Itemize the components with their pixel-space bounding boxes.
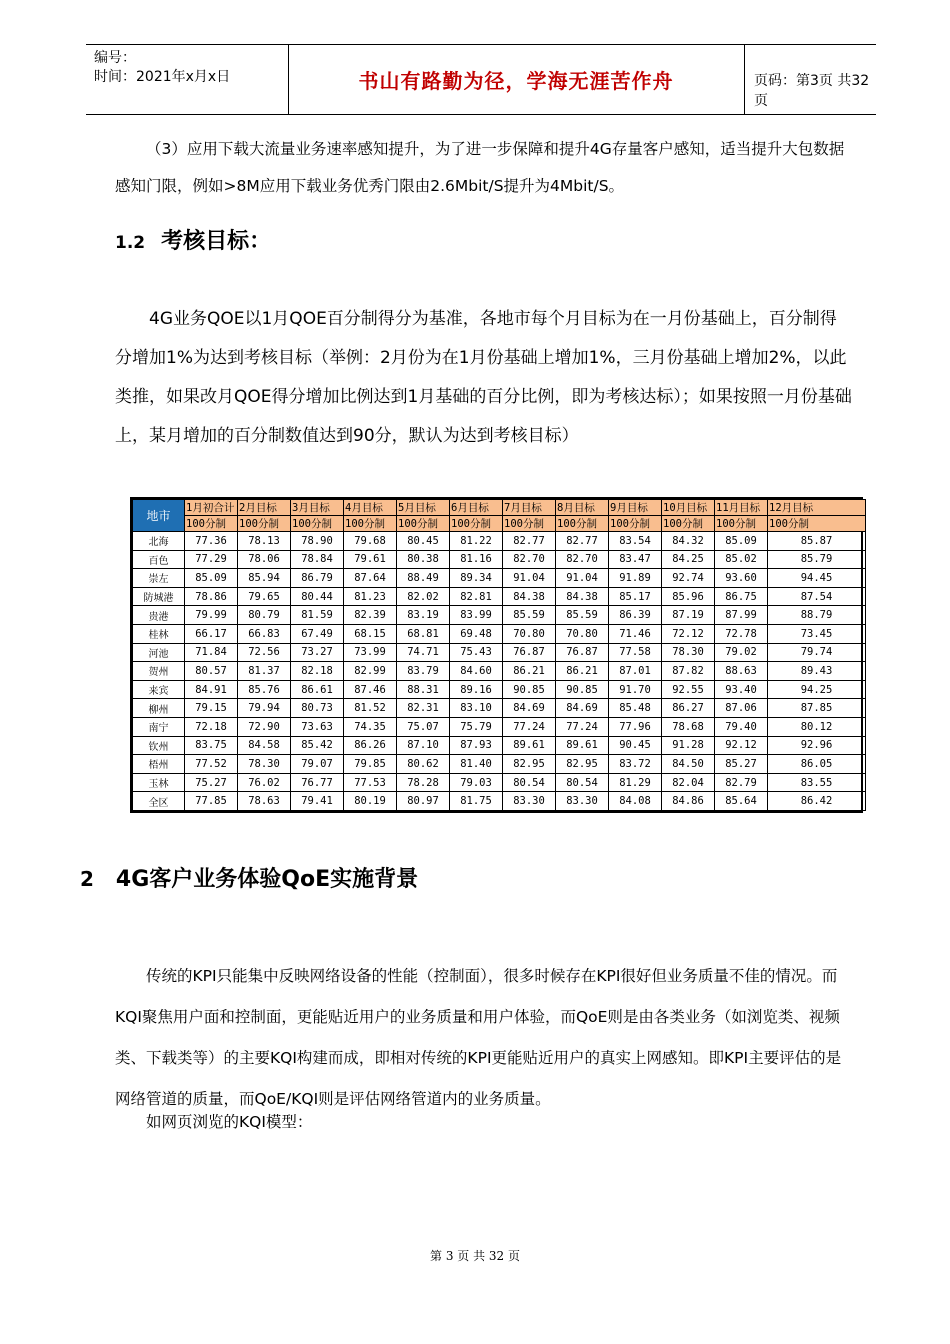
city-cell: 桂林 bbox=[133, 624, 185, 643]
score-cell: 77.85 bbox=[185, 792, 238, 811]
city-cell: 钦州 bbox=[133, 736, 185, 755]
city-cell: 崇左 bbox=[133, 569, 185, 588]
score-cell: 84.50 bbox=[662, 755, 715, 774]
score-cell: 84.86 bbox=[662, 792, 715, 811]
score-cell: 82.81 bbox=[450, 587, 503, 606]
score-cell: 83.72 bbox=[609, 755, 662, 774]
score-cell: 78.63 bbox=[238, 792, 291, 811]
score-cell: 73.27 bbox=[291, 643, 344, 662]
score-cell: 87.06 bbox=[715, 699, 768, 718]
score-cell: 88.79 bbox=[768, 606, 866, 625]
score-cell: 85.59 bbox=[556, 606, 609, 625]
score-cell: 91.04 bbox=[556, 569, 609, 588]
score-cell: 89.16 bbox=[450, 680, 503, 699]
score-cell: 91.28 bbox=[662, 736, 715, 755]
score-cell: 76.87 bbox=[556, 643, 609, 662]
score-cell: 79.99 bbox=[185, 606, 238, 625]
score-cell: 89.43 bbox=[768, 662, 866, 681]
table-row bbox=[133, 624, 866, 643]
column-header-area: 地市 bbox=[133, 500, 185, 532]
column-header-month: 6月目标 bbox=[450, 500, 503, 516]
score-cell: 79.65 bbox=[238, 587, 291, 606]
score-cell: 83.99 bbox=[450, 606, 503, 625]
score-cell: 79.03 bbox=[450, 773, 503, 792]
score-cell: 80.12 bbox=[768, 717, 866, 736]
score-cell: 66.17 bbox=[185, 624, 238, 643]
score-cell: 89.34 bbox=[450, 569, 503, 588]
score-cell: 71.84 bbox=[185, 643, 238, 662]
table-header bbox=[133, 500, 866, 532]
column-subheader-scale: 100分制 bbox=[238, 516, 291, 532]
score-cell: 93.60 bbox=[715, 569, 768, 588]
score-cell: 81.37 bbox=[238, 662, 291, 681]
score-cell: 75.43 bbox=[450, 643, 503, 662]
score-cell: 84.60 bbox=[450, 662, 503, 681]
score-cell: 82.18 bbox=[291, 662, 344, 681]
score-cell: 80.57 bbox=[185, 662, 238, 681]
score-cell: 79.02 bbox=[715, 643, 768, 662]
score-cell: 74.71 bbox=[397, 643, 450, 662]
score-cell: 85.02 bbox=[715, 550, 768, 569]
score-cell: 85.09 bbox=[715, 532, 768, 551]
score-cell: 77.52 bbox=[185, 755, 238, 774]
score-cell: 82.70 bbox=[556, 550, 609, 569]
score-cell: 92.12 bbox=[715, 736, 768, 755]
score-cell: 81.23 bbox=[344, 587, 397, 606]
score-cell: 68.15 bbox=[344, 624, 397, 643]
score-cell: 83.54 bbox=[609, 532, 662, 551]
score-cell: 84.69 bbox=[556, 699, 609, 718]
score-cell: 84.69 bbox=[503, 699, 556, 718]
score-cell: 75.79 bbox=[450, 717, 503, 736]
city-cell: 百色 bbox=[133, 550, 185, 569]
table-row bbox=[133, 736, 866, 755]
column-subheader-scale: 100分制 bbox=[397, 516, 450, 532]
score-cell: 76.87 bbox=[503, 643, 556, 662]
column-subheader-scale: 100分制 bbox=[291, 516, 344, 532]
table-row bbox=[133, 550, 866, 569]
score-cell: 80.44 bbox=[291, 587, 344, 606]
score-cell: 85.87 bbox=[768, 532, 866, 551]
score-cell: 73.63 bbox=[291, 717, 344, 736]
score-cell: 86.61 bbox=[291, 680, 344, 699]
paragraph-qoe-background: 传统的KPI只能集中反映网络设备的性能（控制面），很多时候存在KPI很好但业务质量不佳的情况。而KQI聚焦用户面和控制面，更能贴近用户的业务质量和用户体验，而QoE则是由各类业务（如浏览类、视频类、下载类等）的主要KQI构建而成，即相对传统的KPI更能贴近用户的真实上网感知。即KPI主要评估的是网络管道的质量，而QoE/KQI则是评估网络管道内的业务质量。 bbox=[115, 967, 842, 1108]
score-cell: 79.61 bbox=[344, 550, 397, 569]
score-cell: 82.99 bbox=[344, 662, 397, 681]
score-cell: 84.58 bbox=[238, 736, 291, 755]
score-cell: 84.25 bbox=[662, 550, 715, 569]
score-cell: 85.27 bbox=[715, 755, 768, 774]
score-cell: 68.81 bbox=[397, 624, 450, 643]
score-cell: 77.24 bbox=[556, 717, 609, 736]
score-cell: 85.42 bbox=[291, 736, 344, 755]
score-cell: 81.52 bbox=[344, 699, 397, 718]
score-cell: 84.38 bbox=[556, 587, 609, 606]
score-cell: 89.61 bbox=[503, 736, 556, 755]
city-cell: 南宁 bbox=[133, 717, 185, 736]
score-cell: 79.74 bbox=[768, 643, 866, 662]
column-header-month: 12月目标 bbox=[768, 500, 866, 516]
table-row bbox=[133, 606, 866, 625]
header-page-info: 页码：第3页 共32页 bbox=[754, 73, 870, 109]
score-cell: 86.21 bbox=[503, 662, 556, 681]
score-cell: 77.29 bbox=[185, 550, 238, 569]
score-cell: 83.47 bbox=[609, 550, 662, 569]
score-cell: 78.28 bbox=[397, 773, 450, 792]
score-cell: 78.68 bbox=[662, 717, 715, 736]
city-cell: 河池 bbox=[133, 643, 185, 662]
score-cell: 78.90 bbox=[291, 532, 344, 551]
score-cell: 82.79 bbox=[715, 773, 768, 792]
section-number: 1.2 bbox=[115, 233, 146, 253]
score-cell: 82.95 bbox=[556, 755, 609, 774]
score-cell: 84.91 bbox=[185, 680, 238, 699]
column-subheader-scale: 100分制 bbox=[344, 516, 397, 532]
score-cell: 78.84 bbox=[291, 550, 344, 569]
city-cell: 柳州 bbox=[133, 699, 185, 718]
score-cell: 77.24 bbox=[503, 717, 556, 736]
score-cell: 83.79 bbox=[397, 662, 450, 681]
score-cell: 79.07 bbox=[291, 755, 344, 774]
score-cell: 78.13 bbox=[238, 532, 291, 551]
score-cell: 79.85 bbox=[344, 755, 397, 774]
header-divider bbox=[744, 45, 745, 114]
city-cell: 来宾 bbox=[133, 680, 185, 699]
table-row bbox=[133, 532, 866, 551]
score-cell: 91.89 bbox=[609, 569, 662, 588]
score-cell: 79.94 bbox=[238, 699, 291, 718]
score-cell: 86.79 bbox=[291, 569, 344, 588]
score-cell: 79.40 bbox=[715, 717, 768, 736]
section-heading-2 bbox=[80, 862, 418, 893]
score-cell: 80.54 bbox=[503, 773, 556, 792]
score-cell: 93.40 bbox=[715, 680, 768, 699]
score-cell: 78.86 bbox=[185, 587, 238, 606]
score-cell: 76.77 bbox=[291, 773, 344, 792]
score-cell: 80.19 bbox=[344, 792, 397, 811]
score-cell: 92.96 bbox=[768, 736, 866, 755]
score-cell: 82.39 bbox=[344, 606, 397, 625]
score-cell: 86.26 bbox=[344, 736, 397, 755]
score-cell: 79.68 bbox=[344, 532, 397, 551]
column-header-month: 7月目标 bbox=[503, 500, 556, 516]
column-subheader-scale: 100分制 bbox=[768, 516, 866, 532]
city-cell: 全区 bbox=[133, 792, 185, 811]
score-cell: 81.59 bbox=[291, 606, 344, 625]
score-cell: 85.76 bbox=[238, 680, 291, 699]
time-label: 时间：2021年x月x日 bbox=[94, 69, 231, 85]
score-cell: 87.46 bbox=[344, 680, 397, 699]
score-cell: 82.04 bbox=[662, 773, 715, 792]
score-cell: 85.17 bbox=[609, 587, 662, 606]
table-row bbox=[133, 717, 866, 736]
score-cell: 71.46 bbox=[609, 624, 662, 643]
page-header bbox=[86, 44, 876, 115]
score-cell: 87.10 bbox=[397, 736, 450, 755]
column-subheader-scale: 100分制 bbox=[715, 516, 768, 532]
score-cell: 81.40 bbox=[450, 755, 503, 774]
score-cell: 82.02 bbox=[397, 587, 450, 606]
score-cell: 92.74 bbox=[662, 569, 715, 588]
section-number: 2 bbox=[80, 867, 94, 891]
score-cell: 90.85 bbox=[556, 680, 609, 699]
section-heading-1-2 bbox=[115, 224, 271, 255]
score-cell: 86.39 bbox=[609, 606, 662, 625]
score-cell: 77.58 bbox=[609, 643, 662, 662]
score-cell: 79.41 bbox=[291, 792, 344, 811]
score-cell: 87.64 bbox=[344, 569, 397, 588]
score-cell: 88.63 bbox=[715, 662, 768, 681]
city-cell: 防城港 bbox=[133, 587, 185, 606]
column-subheader-scale: 100分制 bbox=[662, 516, 715, 532]
score-cell: 90.85 bbox=[503, 680, 556, 699]
score-cell: 72.18 bbox=[185, 717, 238, 736]
score-cell: 87.19 bbox=[662, 606, 715, 625]
score-cell: 83.75 bbox=[185, 736, 238, 755]
city-cell: 贺州 bbox=[133, 662, 185, 681]
score-cell: 90.45 bbox=[609, 736, 662, 755]
city-cell: 北海 bbox=[133, 532, 185, 551]
table-row bbox=[133, 662, 866, 681]
section-title: 4G客户业务体验QoE实施背景 bbox=[115, 867, 419, 892]
score-cell: 82.95 bbox=[503, 755, 556, 774]
score-cell: 91.04 bbox=[503, 569, 556, 588]
score-cell: 86.42 bbox=[768, 792, 866, 811]
score-cell: 82.77 bbox=[556, 532, 609, 551]
column-header-month: 10月目标 bbox=[662, 500, 715, 516]
score-cell: 72.78 bbox=[715, 624, 768, 643]
score-cell: 81.29 bbox=[609, 773, 662, 792]
score-cell: 72.90 bbox=[238, 717, 291, 736]
score-cell: 69.48 bbox=[450, 624, 503, 643]
column-header-month: 9月目标 bbox=[609, 500, 662, 516]
paragraph-download-rate: （3）应用下载大流量业务速率感知提升，为了进一步保障和提升4G存量客户感知，适当提升大包数据感知门限，例如>8M应用下载业务优秀门限由2.6Mbit/S提升为4Mbit/S。 bbox=[115, 140, 845, 195]
score-cell: 84.38 bbox=[503, 587, 556, 606]
header-meta bbox=[94, 49, 230, 87]
section-title: 考核目标： bbox=[161, 229, 272, 254]
score-cell: 89.61 bbox=[556, 736, 609, 755]
score-cell: 72.56 bbox=[238, 643, 291, 662]
column-subheader-scale: 100分制 bbox=[450, 516, 503, 532]
score-cell: 70.80 bbox=[556, 624, 609, 643]
score-cell: 73.99 bbox=[344, 643, 397, 662]
score-cell: 85.09 bbox=[185, 569, 238, 588]
column-subheader-scale: 100分制 bbox=[556, 516, 609, 532]
score-cell: 78.30 bbox=[238, 755, 291, 774]
score-cell: 82.77 bbox=[503, 532, 556, 551]
score-cell: 80.97 bbox=[397, 792, 450, 811]
score-cell: 77.53 bbox=[344, 773, 397, 792]
column-header-month: 2月目标 bbox=[238, 500, 291, 516]
table-row bbox=[133, 755, 866, 774]
score-cell: 83.30 bbox=[556, 792, 609, 811]
score-cell: 83.19 bbox=[397, 606, 450, 625]
score-cell: 81.75 bbox=[450, 792, 503, 811]
score-cell: 75.07 bbox=[397, 717, 450, 736]
score-cell: 84.32 bbox=[662, 532, 715, 551]
table-row bbox=[133, 643, 866, 662]
score-cell: 80.79 bbox=[238, 606, 291, 625]
column-subheader-scale: 100分制 bbox=[609, 516, 662, 532]
score-cell: 86.05 bbox=[768, 755, 866, 774]
score-cell: 83.55 bbox=[768, 773, 866, 792]
score-cell: 83.10 bbox=[450, 699, 503, 718]
score-cell: 78.06 bbox=[238, 550, 291, 569]
column-header-month: 4月目标 bbox=[344, 500, 397, 516]
score-cell: 81.22 bbox=[450, 532, 503, 551]
score-cell: 80.54 bbox=[556, 773, 609, 792]
score-cell: 74.35 bbox=[344, 717, 397, 736]
score-cell: 87.01 bbox=[609, 662, 662, 681]
score-cell: 82.31 bbox=[397, 699, 450, 718]
column-header-month: 11月目标 bbox=[715, 500, 768, 516]
score-cell: 72.12 bbox=[662, 624, 715, 643]
table-row bbox=[133, 699, 866, 718]
score-cell: 91.70 bbox=[609, 680, 662, 699]
paragraph-assessment-target: 4G业务QOE以1月QOE百分制得分为基准，各地市每个月目标为在一月份基础上，百分制得分增加1%为达到考核目标（举例：2月份为在1月份基础上增加1%，三月份基础上增加2%，以此类推，如果改月QOE得分增加比例达到1月基础的百分比例，即为考核达标）；如果按照一月份基础上，某月增加的百分制数值达到90分，默认为达到考核目标） bbox=[115, 309, 852, 446]
score-cell: 85.48 bbox=[609, 699, 662, 718]
score-cell: 77.36 bbox=[185, 532, 238, 551]
score-cell: 85.59 bbox=[503, 606, 556, 625]
score-cell: 82.70 bbox=[503, 550, 556, 569]
score-cell: 79.15 bbox=[185, 699, 238, 718]
column-header-month: 1月初合计 bbox=[185, 500, 238, 516]
score-cell: 94.25 bbox=[768, 680, 866, 699]
score-cell: 87.85 bbox=[768, 699, 866, 718]
score-cell: 94.45 bbox=[768, 569, 866, 588]
score-cell: 87.54 bbox=[768, 587, 866, 606]
table-row bbox=[133, 587, 866, 606]
score-cell: 70.80 bbox=[503, 624, 556, 643]
score-cell: 87.93 bbox=[450, 736, 503, 755]
score-cell: 80.45 bbox=[397, 532, 450, 551]
score-cell: 75.27 bbox=[185, 773, 238, 792]
score-cell: 88.49 bbox=[397, 569, 450, 588]
score-cell: 84.08 bbox=[609, 792, 662, 811]
score-cell: 85.94 bbox=[238, 569, 291, 588]
score-cell: 80.62 bbox=[397, 755, 450, 774]
table-row bbox=[133, 569, 866, 588]
score-cell: 85.96 bbox=[662, 587, 715, 606]
header-motto: 书山有路勤为径，学海无涯苦作舟 bbox=[358, 69, 674, 93]
score-cell: 88.31 bbox=[397, 680, 450, 699]
city-cell: 梧州 bbox=[133, 755, 185, 774]
score-cell: 81.16 bbox=[450, 550, 503, 569]
score-cell: 77.96 bbox=[609, 717, 662, 736]
score-cell: 86.75 bbox=[715, 587, 768, 606]
score-cell: 83.30 bbox=[503, 792, 556, 811]
table-row bbox=[133, 680, 866, 699]
qoe-target-table bbox=[130, 497, 863, 813]
score-cell: 87.82 bbox=[662, 662, 715, 681]
score-cell: 78.30 bbox=[662, 643, 715, 662]
score-cell: 73.45 bbox=[768, 624, 866, 643]
city-cell: 玉林 bbox=[133, 773, 185, 792]
paragraph-kqi-model: 如网页浏览的KQI模型： bbox=[146, 1113, 313, 1131]
score-cell: 67.49 bbox=[291, 624, 344, 643]
score-cell: 87.99 bbox=[715, 606, 768, 625]
score-cell: 85.79 bbox=[768, 550, 866, 569]
score-cell: 85.64 bbox=[715, 792, 768, 811]
column-header-month: 5月目标 bbox=[397, 500, 450, 516]
table-row bbox=[133, 773, 866, 792]
score-cell: 76.02 bbox=[238, 773, 291, 792]
score-cell: 80.73 bbox=[291, 699, 344, 718]
column-subheader-scale: 100分制 bbox=[503, 516, 556, 532]
score-cell: 92.55 bbox=[662, 680, 715, 699]
page-footer: 第 3 页 共 32 页 bbox=[430, 1249, 520, 1263]
city-cell: 贵港 bbox=[133, 606, 185, 625]
column-header-month: 8月目标 bbox=[556, 500, 609, 516]
column-subheader-scale: 100分制 bbox=[185, 516, 238, 532]
score-cell: 86.21 bbox=[556, 662, 609, 681]
column-header-month: 3月目标 bbox=[291, 500, 344, 516]
number-label: 编号： bbox=[94, 50, 136, 66]
table-body bbox=[133, 532, 866, 811]
score-cell: 80.38 bbox=[397, 550, 450, 569]
score-cell: 66.83 bbox=[238, 624, 291, 643]
score-cell: 86.27 bbox=[662, 699, 715, 718]
table-row bbox=[133, 792, 866, 811]
